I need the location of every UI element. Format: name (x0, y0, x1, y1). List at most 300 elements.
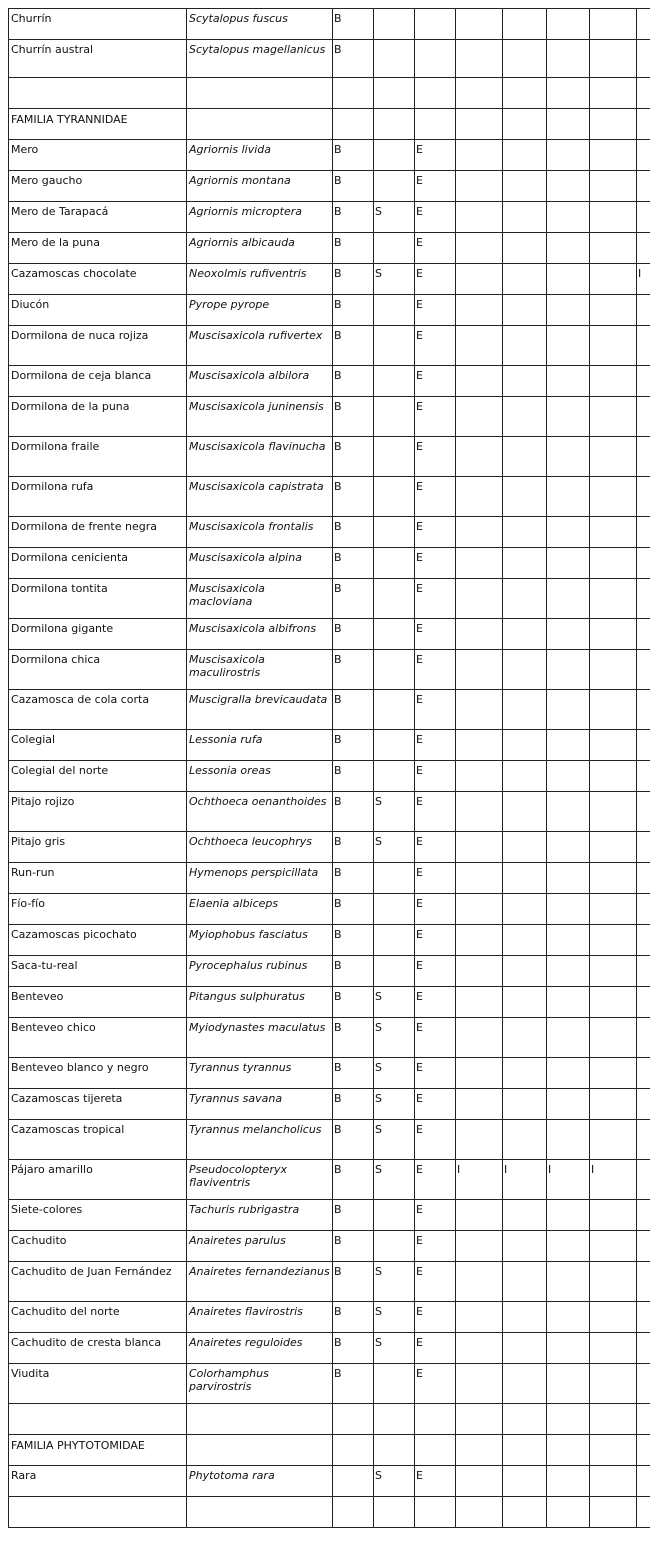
status-code-cell (503, 730, 547, 761)
status-code-cell (590, 9, 637, 40)
scientific-name: Tyrannus melancholicus (187, 1120, 333, 1160)
scientific-name: Ochthoeca leucophrys (187, 832, 333, 863)
status-code-cell (503, 1497, 547, 1528)
common-name: Saca-tu-real (9, 956, 187, 987)
status-code-cell: S (374, 1466, 415, 1497)
status-code-cell: S (374, 792, 415, 832)
status-code-cell (547, 956, 590, 987)
status-code-cell (503, 1058, 547, 1089)
status-code-cell (456, 1497, 503, 1528)
status-code-cell (547, 548, 590, 579)
common-name: Dormilona de la puna (9, 397, 187, 437)
status-code-cell (590, 1089, 637, 1120)
status-code-cell (637, 1302, 650, 1333)
blank-row (9, 78, 650, 109)
family-row (9, 1435, 650, 1466)
scientific-name: Pseudocolopteryx flaviventris (187, 1160, 333, 1200)
common-name: Dormilona rufa (9, 477, 187, 517)
status-code-cell (637, 109, 650, 140)
species-row (9, 1089, 650, 1120)
status-code-cell: S (374, 1089, 415, 1120)
status-code-cell (456, 366, 503, 397)
status-code-cell: E (415, 792, 456, 832)
status-code-cell (456, 1435, 503, 1466)
status-code-cell (456, 397, 503, 437)
status-code-cell (374, 171, 415, 202)
scientific-name (187, 1497, 333, 1528)
status-code-cell (590, 517, 637, 548)
status-code-cell: B (333, 987, 374, 1018)
status-code-cell (333, 78, 374, 109)
status-code-cell (503, 1466, 547, 1497)
status-code-cell: B (333, 1262, 374, 1302)
common-name: Cazamoscas chocolate (9, 264, 187, 295)
species-row (9, 40, 650, 78)
scientific-name (187, 109, 333, 140)
status-code-cell: B (333, 1058, 374, 1089)
status-code-cell (456, 1018, 503, 1058)
status-code-cell (547, 295, 590, 326)
status-code-cell: B (333, 397, 374, 437)
status-code-cell: B (333, 1231, 374, 1262)
status-code-cell (456, 233, 503, 264)
scientific-name: Muscisaxicola maculirostris (187, 650, 333, 690)
status-code-cell (374, 517, 415, 548)
status-code-cell: E (415, 140, 456, 171)
status-code-cell (456, 987, 503, 1018)
status-code-cell (590, 78, 637, 109)
status-code-cell (456, 326, 503, 366)
status-code-cell (590, 579, 637, 619)
status-code-cell (503, 140, 547, 171)
status-code-cell: B (333, 579, 374, 619)
status-code-cell (456, 548, 503, 579)
status-code-cell (374, 863, 415, 894)
status-code-cell (374, 956, 415, 987)
status-code-cell (374, 1497, 415, 1528)
status-code-cell (456, 1333, 503, 1364)
status-code-cell (637, 956, 650, 987)
status-code-cell (456, 517, 503, 548)
status-code-cell (590, 619, 637, 650)
status-code-cell: E (415, 832, 456, 863)
status-code-cell: S (374, 202, 415, 233)
status-code-cell (547, 1089, 590, 1120)
status-code-cell (590, 1497, 637, 1528)
status-code-cell (547, 264, 590, 295)
scientific-name: Anairetes flavirostris (187, 1302, 333, 1333)
status-code-cell (374, 366, 415, 397)
scientific-name: Hymenops perspicillata (187, 863, 333, 894)
status-code-cell (503, 1302, 547, 1333)
status-code-cell (503, 690, 547, 730)
status-code-cell (637, 548, 650, 579)
common-name: Cazamoscas picochato (9, 925, 187, 956)
status-code-cell (547, 477, 590, 517)
status-code-cell: B (333, 1089, 374, 1120)
status-code-cell (547, 1435, 590, 1466)
status-code-cell (547, 437, 590, 477)
scientific-name: Muscisaxicola macloviana (187, 579, 333, 619)
status-code-cell (503, 202, 547, 233)
species-row (9, 619, 650, 650)
scientific-name: Muscisaxicola rufivertex (187, 326, 333, 366)
status-code-cell (590, 925, 637, 956)
status-code-cell: S (374, 1018, 415, 1058)
status-code-cell (374, 1435, 415, 1466)
status-code-cell (374, 397, 415, 437)
common-name: Dormilona fraile (9, 437, 187, 477)
scientific-name: Agriornis albicauda (187, 233, 333, 264)
status-code-cell (547, 397, 590, 437)
species-row (9, 140, 650, 171)
status-code-cell (590, 1364, 637, 1404)
status-code-cell: E (415, 730, 456, 761)
status-code-cell: S (374, 987, 415, 1018)
status-code-cell (547, 1262, 590, 1302)
status-code-cell (590, 956, 637, 987)
species-row (9, 730, 650, 761)
status-code-cell: B (333, 264, 374, 295)
status-code-cell (503, 171, 547, 202)
species-row (9, 987, 650, 1018)
status-code-cell (547, 1058, 590, 1089)
status-code-cell (637, 1333, 650, 1364)
common-name: Pájaro amarillo (9, 1160, 187, 1200)
status-code-cell (374, 437, 415, 477)
status-code-cell (547, 730, 590, 761)
status-code-cell: B (333, 326, 374, 366)
status-code-cell (547, 579, 590, 619)
status-code-cell: B (333, 1302, 374, 1333)
status-code-cell (590, 397, 637, 437)
status-code-cell (590, 366, 637, 397)
status-code-cell (547, 171, 590, 202)
status-code-cell: E (415, 1160, 456, 1200)
status-code-cell (456, 477, 503, 517)
status-code-cell (503, 1018, 547, 1058)
status-code-cell (590, 1333, 637, 1364)
status-code-cell (415, 1435, 456, 1466)
scientific-name: Muscisaxicola alpina (187, 548, 333, 579)
status-code-cell (456, 202, 503, 233)
scientific-name: Agriornis livida (187, 140, 333, 171)
species-row (9, 437, 650, 477)
scientific-name: Muscisaxicola frontalis (187, 517, 333, 548)
status-code-cell (590, 326, 637, 366)
status-code-cell: E (415, 1058, 456, 1089)
status-code-cell: B (333, 1160, 374, 1200)
status-code-cell: E (415, 548, 456, 579)
scientific-name: Anairetes fernandezianus (187, 1262, 333, 1302)
status-code-cell (637, 202, 650, 233)
status-code-cell (456, 1231, 503, 1262)
status-code-cell: E (415, 397, 456, 437)
status-code-cell (503, 832, 547, 863)
status-code-cell: S (374, 1302, 415, 1333)
status-code-cell (415, 109, 456, 140)
status-code-cell (590, 761, 637, 792)
status-code-cell (637, 1262, 650, 1302)
status-code-cell (547, 1404, 590, 1435)
status-code-cell (590, 1120, 637, 1160)
status-code-cell (590, 264, 637, 295)
status-code-cell: E (415, 1364, 456, 1404)
status-code-cell (456, 171, 503, 202)
species-row (9, 233, 650, 264)
status-code-cell (456, 832, 503, 863)
status-code-cell: B (333, 202, 374, 233)
status-code-cell: I (547, 1160, 590, 1200)
status-code-cell: E (415, 437, 456, 477)
species-row (9, 295, 650, 326)
status-code-cell: B (333, 517, 374, 548)
common-name: Dormilona gigante (9, 619, 187, 650)
status-code-cell (456, 792, 503, 832)
status-code-cell: E (415, 326, 456, 366)
common-name: Mero gaucho (9, 171, 187, 202)
status-code-cell: E (415, 1262, 456, 1302)
status-code-cell (547, 9, 590, 40)
common-name: Mero de la puna (9, 233, 187, 264)
status-code-cell (637, 1231, 650, 1262)
status-code-cell: I (503, 1160, 547, 1200)
scientific-name: Phytotoma rara (187, 1466, 333, 1497)
status-code-cell (590, 233, 637, 264)
status-code-cell: B (333, 761, 374, 792)
status-code-cell: E (415, 366, 456, 397)
species-table-body (9, 9, 650, 1528)
status-code-cell (637, 477, 650, 517)
scientific-name: Neoxolmis rufiventris (187, 264, 333, 295)
status-code-cell (637, 1160, 650, 1200)
status-code-cell: S (374, 264, 415, 295)
common-name: Colegial (9, 730, 187, 761)
status-code-cell (503, 1120, 547, 1160)
status-code-cell (503, 650, 547, 690)
status-code-cell: E (415, 233, 456, 264)
status-code-cell: B (333, 730, 374, 761)
species-row (9, 650, 650, 690)
status-code-cell (637, 1089, 650, 1120)
scientific-name: Lessonia rufa (187, 730, 333, 761)
status-code-cell (415, 78, 456, 109)
scientific-name: Pyrocephalus rubinus (187, 956, 333, 987)
scientific-name: Tyrannus savana (187, 1089, 333, 1120)
status-code-cell (637, 987, 650, 1018)
common-name (9, 78, 187, 109)
species-row (9, 1333, 650, 1364)
status-code-cell: B (333, 1364, 374, 1404)
status-code-cell: E (415, 987, 456, 1018)
status-code-cell (637, 40, 650, 78)
common-name: Run-run (9, 863, 187, 894)
status-code-cell (374, 233, 415, 264)
species-row (9, 264, 650, 295)
status-code-cell (590, 863, 637, 894)
common-name: Dormilona tontita (9, 579, 187, 619)
status-code-cell: I (456, 1160, 503, 1200)
status-code-cell: E (415, 925, 456, 956)
status-code-cell (590, 1058, 637, 1089)
status-code-cell (637, 140, 650, 171)
scientific-name: Pitangus sulphuratus (187, 987, 333, 1018)
status-code-cell: B (333, 832, 374, 863)
common-name: Colegial del norte (9, 761, 187, 792)
status-code-cell (637, 1018, 650, 1058)
status-code-cell (415, 9, 456, 40)
status-code-cell (590, 171, 637, 202)
status-code-cell (456, 1364, 503, 1404)
status-code-cell (503, 987, 547, 1018)
status-code-cell (547, 987, 590, 1018)
species-row (9, 1120, 650, 1160)
status-code-cell (547, 1120, 590, 1160)
status-code-cell (333, 1497, 374, 1528)
common-name (9, 1404, 187, 1435)
scientific-name: Agriornis micropterа (187, 202, 333, 233)
common-name: Fío-fío (9, 894, 187, 925)
status-code-cell: B (333, 233, 374, 264)
status-code-cell (333, 1404, 374, 1435)
status-code-cell (547, 1018, 590, 1058)
status-code-cell (637, 1364, 650, 1404)
status-code-cell: B (333, 140, 374, 171)
status-code-cell: E (415, 956, 456, 987)
status-code-cell: E (415, 894, 456, 925)
status-code-cell (590, 1231, 637, 1262)
status-code-cell (456, 863, 503, 894)
status-code-cell: E (415, 690, 456, 730)
status-code-cell (374, 619, 415, 650)
species-row (9, 326, 650, 366)
status-code-cell (374, 140, 415, 171)
status-code-cell (637, 792, 650, 832)
status-code-cell (503, 1333, 547, 1364)
common-name: Siete-colores (9, 1200, 187, 1231)
status-code-cell (374, 78, 415, 109)
status-code-cell (637, 619, 650, 650)
status-code-cell (456, 1302, 503, 1333)
species-row (9, 1231, 650, 1262)
common-name: Dormilona chica (9, 650, 187, 690)
scientific-name: Muscigralla brevicaudata (187, 690, 333, 730)
status-code-cell (456, 894, 503, 925)
status-code-cell: B (333, 9, 374, 40)
species-row (9, 1200, 650, 1231)
species-row (9, 1058, 650, 1089)
status-code-cell (637, 295, 650, 326)
common-name: Dormilona cenicienta (9, 548, 187, 579)
status-code-cell (503, 233, 547, 264)
status-code-cell (503, 295, 547, 326)
status-code-cell (590, 477, 637, 517)
status-code-cell (547, 1497, 590, 1528)
status-code-cell (637, 1497, 650, 1528)
status-code-cell (333, 109, 374, 140)
status-code-cell (503, 477, 547, 517)
status-code-cell (374, 579, 415, 619)
status-code-cell (503, 1404, 547, 1435)
common-name: Viudita (9, 1364, 187, 1404)
common-name (9, 1497, 187, 1528)
status-code-cell (637, 690, 650, 730)
species-row (9, 832, 650, 863)
common-name: Pitajo gris (9, 832, 187, 863)
status-code-cell: B (333, 792, 374, 832)
species-row (9, 1466, 650, 1497)
status-code-cell (590, 1466, 637, 1497)
status-code-cell (637, 925, 650, 956)
common-name: Cachudito del norte (9, 1302, 187, 1333)
status-code-cell: B (333, 477, 374, 517)
common-name: Cachudito de Juan Fernández (9, 1262, 187, 1302)
status-code-cell (374, 730, 415, 761)
status-code-cell (547, 1200, 590, 1231)
status-code-cell (590, 140, 637, 171)
status-code-cell (374, 761, 415, 792)
status-code-cell: E (415, 761, 456, 792)
status-code-cell (590, 1262, 637, 1302)
common-name: Churrín (9, 9, 187, 40)
status-code-cell: B (333, 366, 374, 397)
status-code-cell (456, 1466, 503, 1497)
species-row (9, 925, 650, 956)
status-code-cell (456, 1404, 503, 1435)
status-code-cell (637, 397, 650, 437)
status-code-cell (637, 730, 650, 761)
status-code-cell: S (374, 1058, 415, 1089)
status-code-cell (590, 987, 637, 1018)
common-name: Mero (9, 140, 187, 171)
status-code-cell (456, 40, 503, 78)
status-code-cell (374, 650, 415, 690)
status-code-cell (456, 761, 503, 792)
status-code-cell (590, 109, 637, 140)
status-code-cell (637, 761, 650, 792)
status-code-cell (503, 761, 547, 792)
status-code-cell (456, 295, 503, 326)
species-row (9, 894, 650, 925)
species-row (9, 792, 650, 832)
species-row (9, 548, 650, 579)
status-code-cell: E (415, 295, 456, 326)
status-code-cell (637, 78, 650, 109)
species-row (9, 477, 650, 517)
status-code-cell (503, 863, 547, 894)
status-code-cell (456, 619, 503, 650)
status-code-cell: B (333, 650, 374, 690)
status-code-cell (547, 78, 590, 109)
status-code-cell (333, 1466, 374, 1497)
blank-row (9, 1497, 650, 1528)
status-code-cell: B (333, 548, 374, 579)
status-code-cell (503, 1089, 547, 1120)
status-code-cell (547, 1333, 590, 1364)
status-code-cell: E (415, 1089, 456, 1120)
status-code-cell: E (415, 264, 456, 295)
status-code-cell (547, 109, 590, 140)
status-code-cell: B (333, 1200, 374, 1231)
scientific-name: Muscisaxicola albifrons (187, 619, 333, 650)
status-code-cell: B (333, 925, 374, 956)
status-code-cell (374, 894, 415, 925)
status-code-cell (503, 579, 547, 619)
status-code-cell: B (333, 1333, 374, 1364)
status-code-cell: E (415, 579, 456, 619)
scientific-name: Scytalopus magellanicus (187, 40, 333, 78)
status-code-cell (503, 925, 547, 956)
